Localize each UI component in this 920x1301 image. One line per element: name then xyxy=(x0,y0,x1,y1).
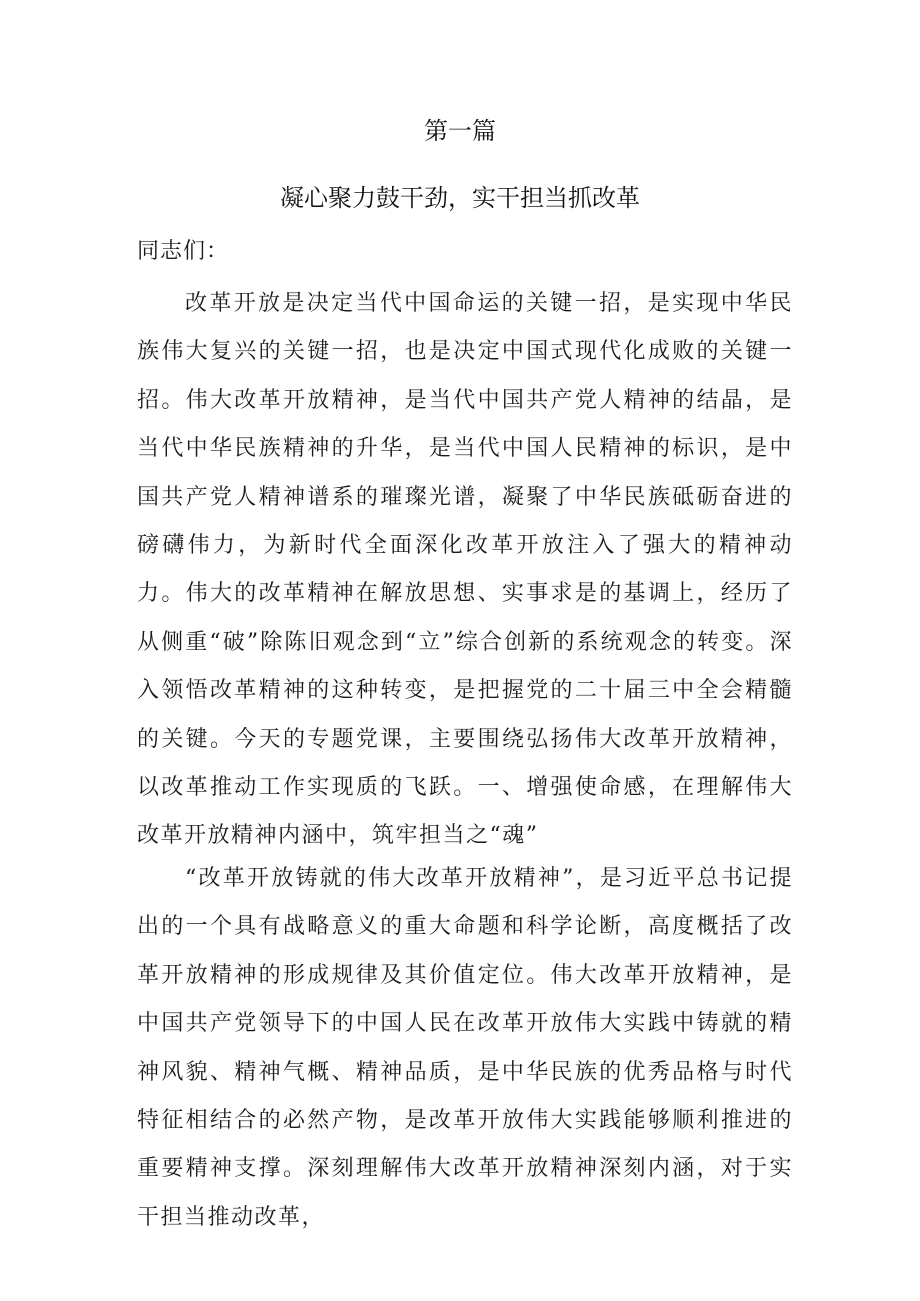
part-title: 第一篇 xyxy=(424,117,496,145)
paragraph-2: “改革开放铸就的伟大改革开放精神”，是习近平总书记提出的一个具有战略意义的重大命题和科学论断，高度概括了改革开放精神的形成规律及其价值定位。伟大改革开放精神，是中国共产党领导下的中国人民在改革开放伟大实践中铸就的精神风貌、精神气概、精神品质，是中华民族的优秀品格与时代特征相结合的必然产物，是改革开放伟大实践能够顺利推进的重要精神支撑。深刻理解伟大改革开放精神深刻内涵，对于实干担当推动改革， xyxy=(137,866,793,1230)
main-title: 凝心聚力鼓干劲，实干担当抓改革 xyxy=(280,184,640,212)
paragraph-1: 改革开放是决定当代中国命运的关键一招，是实现中华民族伟大复兴的关键一招，也是决定中国式现代化成败的关键一招。伟大改革开放精神，是当代中国共产党人精神的结晶，是当代中华民族精神的升华，是当代中国人民精神的标识，是中国共产党人精神谱系的璀璨光谱，凝聚了中华民族砥砺奋进的磅礴伟力，为新时代全面深化改革开放注入了强大的精神动力。伟大的改革精神在解放思想、实事求是的基调上，经历了从侧重“破”除陈旧观念到“立”综合创新的系统观念的转变。深入领悟改革精神的这种转变，是把握党的二十届三中全会精髓的关键。今天的专题党课，主要围绕弘扬伟大改革开放精神，以改革推动工作实现质的飞跃。一、增强使命感，在理解伟大改革开放精神内涵中，筑牢担当之“魂” xyxy=(137,291,793,849)
greeting: 同志们： xyxy=(137,239,230,264)
